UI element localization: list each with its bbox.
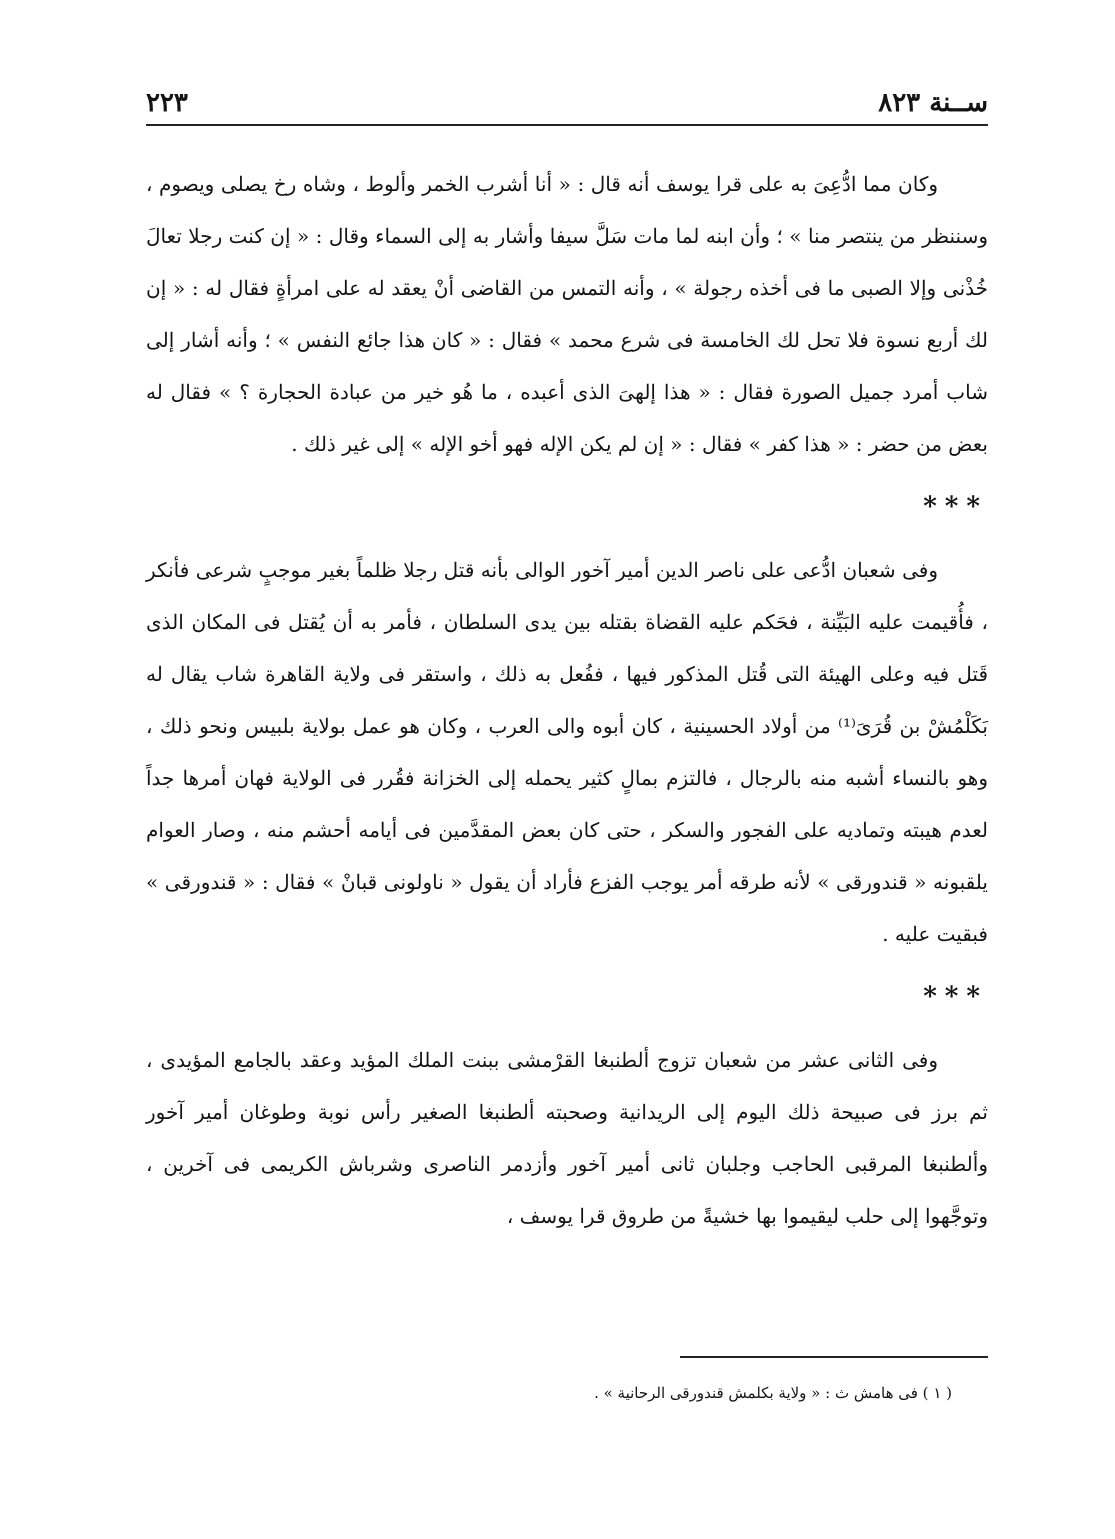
page-number: ٢٢٣ bbox=[146, 88, 188, 118]
footnote-divider bbox=[680, 1356, 988, 1358]
page-header bbox=[146, 78, 988, 118]
body-text bbox=[146, 158, 988, 1242]
paragraph-1: وكان مما ادُّعِىَ به على قرا يوسف أنه قال : « أنا أشرب الخمر وألوط ، وشاه رخ يصلى ويصوم ، وسننظر من ينتصر منا » ؛ وأن ابنه لما مات سَلَّ سيفا وأشار به إلى السماء وقال : « إن كنت رجلا تعالَ خُذْنى وإلا الصبى ما فى أخذه رجولة » ، وأنه التمس من القاضى أنْ يعقد له على امرأةٍ فقال له : « إن لك أربع نسوة فلا تحل لك الخامسة فى شرع محمد » فقال : « كان هذا جائع النفس » ؛ وأنه أشار إلى شاب أمرد جميل الصورة فقال : « هذا إلهىَ الذى أعبده ، ما هُو خير من عبادة الحجارة ؟ » فقال له بعض من حضر : « هذا كفر » فقال : « إن لم يكن الإله فهو أخو الإله » إلى غير ذلك . bbox=[146, 172, 988, 456]
header-divider bbox=[146, 124, 988, 126]
section-separator-2: *** bbox=[923, 982, 988, 1012]
footnote: ( ١ ) فى هامش ث : « ولاية بكلمش قندورقى الرحانية » . bbox=[594, 1384, 952, 1402]
section-separator-1: *** bbox=[923, 492, 988, 522]
paragraph-2: وفى شعبان ادُّعى على ناصر الدين أمير آخور الوالى بأنه قتل رجلا ظلماً بغير موجبٍ شرعى فأنكر ، فأُقيمت عليه البَيِّنة ، فحَكم عليه القضاة بقتله بين يدى السلطان ، فأمر به أن يُقتل فى المكان الذى قَتل فيه وعلى الهيئة التى قُتل المذكور فيها ، ففُعل به ذلك ، واستقر فى ولاية القاهرة شاب يقال له بَكَلْمُشْ بن قُرَىَ⁽¹⁾ من أولاد الحسينية ، كان أبوه والى العرب ، وكان هو عمل بولاية بلبيس ونحو ذلك ، وهو بالنساء أشبه منه بالرجال ، فالتزم بمالٍ كثير يحمله إلى الخزانة فقُرر فى الولاية فهان أمرها جداً لعدم هيبته وتماديه على الفجور والسكر ، حتى كان بعض المقدَّمين فى أيامه أحشم منه ، وصار العوام يلقبونه « قندورقى » لأنه طرقه أمر يوجب الفزع فأراد أن يقول « ناولونى قبانْ » فقال : « قندورقى » فبقيت عليه . bbox=[146, 558, 988, 946]
paragraph-3: وفى الثانى عشر من شعبان تزوج ألطنبغا القرْمشى ببنت الملك المؤيد وعقد بالجامع المؤيدى ، ثم برز فى صبيحة ذلك اليوم إلى الريدانية وصحبته ألطنبغا الصغير رأس نوبة وطوغان أمير آخور وألطنبغا المرقبى الحاجب وجلبان ثانى أمير آخور وأزدمر الناصرى وشرباش الكريمى فى آخرين ، وتوجَّهوا إلى حلب ليقيموا بها خشيةً من طروق قرا يوسف ، bbox=[146, 1048, 988, 1228]
year-heading: ســنة ٨٢٣ bbox=[878, 88, 988, 118]
